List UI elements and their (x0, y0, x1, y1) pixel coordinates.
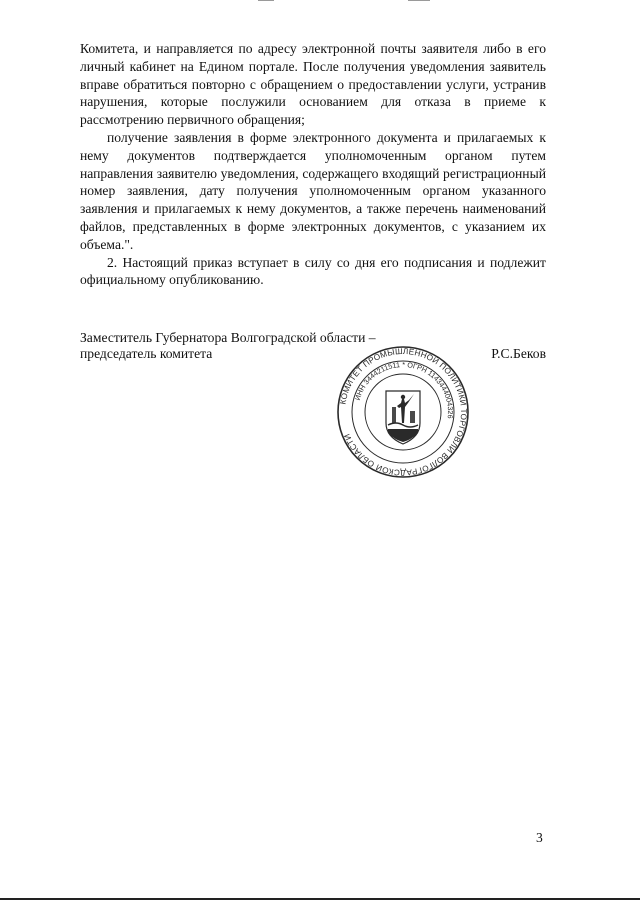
signatory-title-line-2: председатель комитета (80, 346, 213, 361)
seal-inner-text: ИНН 3444211511 * ОГРН 1143444004326 (352, 359, 456, 420)
seal-outer-text: КОМИТЕТ ПРОМЫШЛЕННОЙ ПОЛИТИКИ ТОРГОВЛИ ВОЛГОГРАДСКОЙ ОБЛАСТИ (338, 346, 469, 478)
coat-of-arms-emblem (386, 391, 420, 444)
signatory-title-line-1: Заместитель Губернатора Волгоградской области – (80, 330, 376, 345)
document-body (80, 40, 546, 289)
paragraph-effective-date: 2. Настоящий приказ вступает в силу со дня его подписания и подлежит официальному опубликованию. (80, 254, 546, 288)
scan-artifact-mark (408, 0, 430, 1)
official-seal-stamp (336, 345, 470, 479)
page-number: 3 (536, 830, 543, 845)
signature-block (80, 330, 546, 362)
signatory-name: Р.С.Беков (491, 346, 546, 361)
scan-bottom-edge (0, 898, 640, 900)
paragraph-continuation: Комитета, и направляется по адресу электронной почты заявителя либо в его личный кабинет на Едином портале. После получения уведомления заявитель вправе обратиться повторно с обращением о предоставлении услуги, устранив нарушения, которые послужили основанием для отказа в приеме к рассмотрению первичного обращения; (80, 41, 546, 128)
scan-artifact-mark (258, 0, 274, 1)
paragraph-electronic-receipt: получение заявления в форме электронного документа и прилагаемых к нему документов подтверждается уполномоченным органом путем направления заявителю уведомления, содержащего входящий регистрационный номер заявления, дату получения уполномоченным органом указанного заявления и прилагаемых к нему документов, а также перечень наименований файлов, представленных в форме электронных документов, с указанием их объема.". (80, 129, 546, 252)
